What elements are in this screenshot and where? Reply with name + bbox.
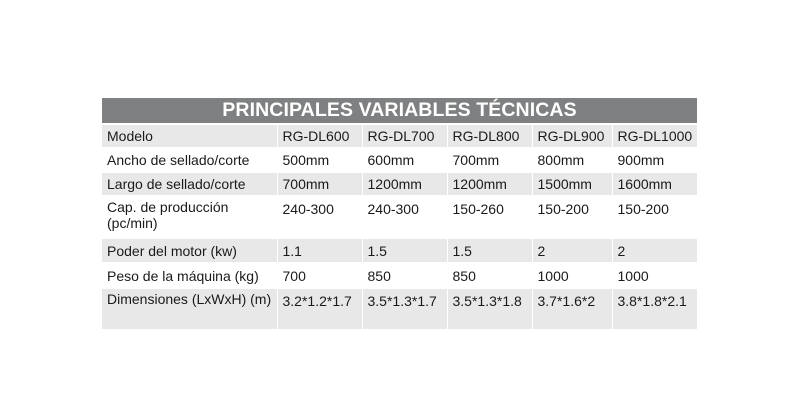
table-cell: 1600mm xyxy=(612,172,697,196)
spec-table xyxy=(102,123,697,329)
table-cell: 2 xyxy=(612,238,697,263)
table-row xyxy=(102,238,697,263)
table-cell: 1200mm xyxy=(362,172,447,196)
table-cell: 700mm xyxy=(447,148,532,172)
table-cell: 1200mm xyxy=(447,172,532,196)
table-cell: 850 xyxy=(447,263,532,288)
table-cell: 1.5 xyxy=(362,238,447,263)
row-label: Peso de la máquina (kg) xyxy=(102,263,277,288)
table-cell: 240-300 xyxy=(362,196,447,238)
header-cell-model: RG-DL1000 xyxy=(612,124,697,148)
header-cell-model: RG-DL700 xyxy=(362,124,447,148)
table-cell: 3.8*1.8*2.1 xyxy=(612,288,697,329)
table-cell: 1500mm xyxy=(532,172,612,196)
row-label: Ancho de sellado/corte xyxy=(102,148,277,172)
table-cell: 500mm xyxy=(277,148,362,172)
row-label: Dimensiones (LxWxH) (m) xyxy=(102,288,277,329)
table-cell: 1.5 xyxy=(447,238,532,263)
table-cell: 700mm xyxy=(277,172,362,196)
table-cell: 3.5*1.3*1.8 xyxy=(447,288,532,329)
header-cell-modelo: Modelo xyxy=(102,124,277,148)
table-cell: 240-300 xyxy=(277,196,362,238)
row-label: Poder del motor (kw) xyxy=(102,238,277,263)
header-row xyxy=(102,124,697,148)
table-cell: 2 xyxy=(532,238,612,263)
table-cell: 3.7*1.6*2 xyxy=(532,288,612,329)
table-cell: 850 xyxy=(362,263,447,288)
table-cell: 3.2*1.2*1.7 xyxy=(277,288,362,329)
table-cell: 1000 xyxy=(532,263,612,288)
table-cell: 600mm xyxy=(362,148,447,172)
header-cell-model: RG-DL600 xyxy=(277,124,362,148)
table-row xyxy=(102,263,697,288)
table-cell: 800mm xyxy=(532,148,612,172)
row-label: Largo de sellado/corte xyxy=(102,172,277,196)
table-row xyxy=(102,196,697,238)
table-cell: 150-200 xyxy=(612,196,697,238)
table-cell: 150-260 xyxy=(447,196,532,238)
table-cell: 150-200 xyxy=(532,196,612,238)
table-cell: 900mm xyxy=(612,148,697,172)
header-cell-model: RG-DL900 xyxy=(532,124,612,148)
table-cell: 1000 xyxy=(612,263,697,288)
table-cell: 1.1 xyxy=(277,238,362,263)
table-row xyxy=(102,288,697,329)
header-cell-model: RG-DL800 xyxy=(447,124,532,148)
spec-table-container xyxy=(102,98,697,329)
row-label: Cap. de producción (pc/min) xyxy=(102,196,277,238)
table-cell: 3.5*1.3*1.7 xyxy=(362,288,447,329)
table-cell: 700 xyxy=(277,263,362,288)
table-row xyxy=(102,148,697,172)
table-row xyxy=(102,172,697,196)
table-title: PRINCIPALES VARIABLES TÉCNICAS xyxy=(102,98,697,123)
